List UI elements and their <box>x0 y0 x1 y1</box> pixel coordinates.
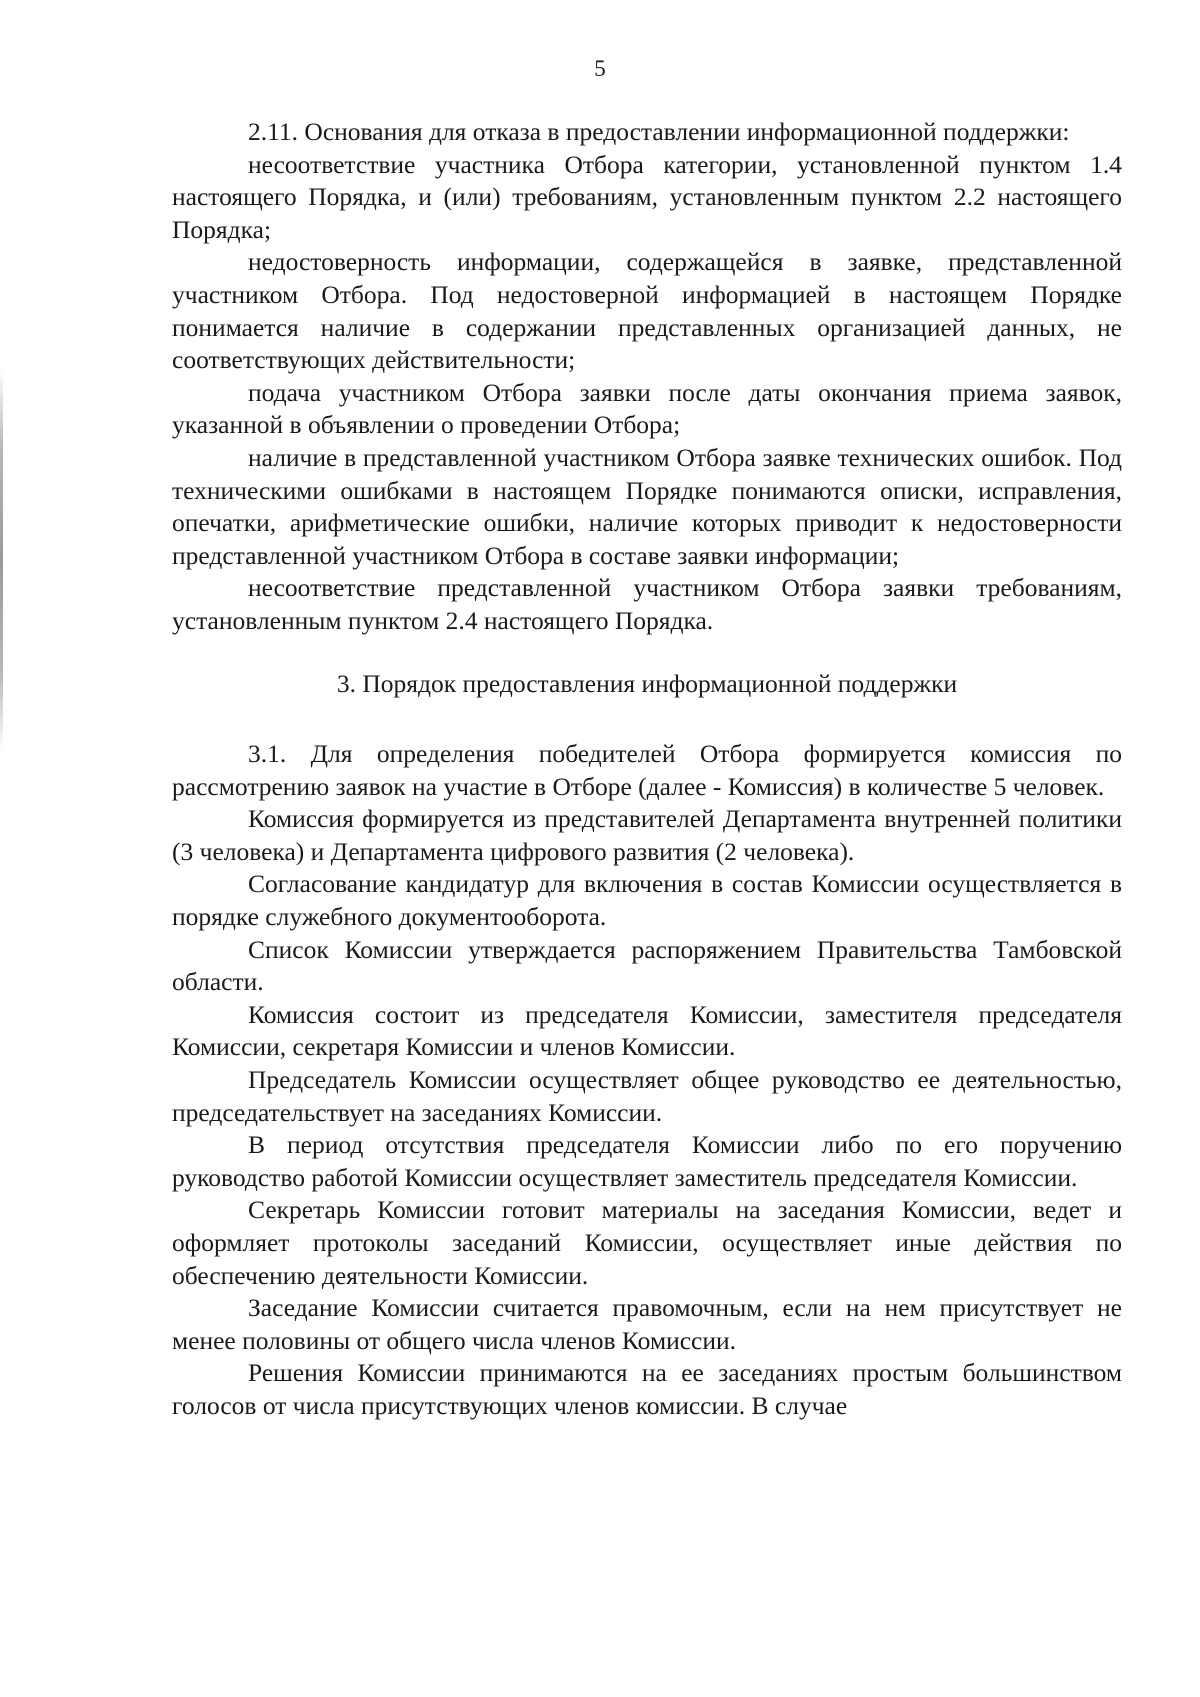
paragraph-3-1: 3.1. Для определения победителей Отбора формируется комиссия по рассмотрению заявок на участие в Отборе (далее - Комиссия) в количестве 5 человек. <box>172 739 1122 801</box>
paragraph-3: Секретарь Комиссии готовит материалы на заседания Комиссии, ведет и оформляет протоколы заседаний Комиссии, осуществляет иные действия по обеспечению деятельности Комиссии. <box>172 1195 1122 1290</box>
paragraph-3: Комиссия состоит из председателя Комиссии, заместителя председателя Комиссии, секретаря Комиссии и членов Комиссии. <box>172 999 1122 1062</box>
paragraph-3: Заседание Комиссии считается правомочным, если на нем присутствует не менее половины от общего числа членов Комиссии. <box>172 1293 1122 1355</box>
paragraph-3: Список Комиссии утверждается распоряжением Правительства Тамбовской области. <box>172 934 1122 997</box>
paragraph-2-11-item: наличие в представленной участником Отбора заявке технических ошибок. Под техническими ошибками в настоящем Порядке понимаются описки, исправления, опечатки, арифметические ошибки, наличие которых приводит к недостоверности представленной участником Отбора в составе заявки информации; <box>172 442 1122 570</box>
document-body <box>172 116 1122 1423</box>
paragraph-3: Комиссия формируется из представителей Департамента внутренней политики (3 человека) и Департамента цифрового развития (2 человека). <box>172 804 1122 866</box>
paragraph-2-11-item: несоответствие участника Отбора категории, установленной пунктом 1.4 настоящего Порядка, и (или) требованиям, установленным пунктом 2.2 настоящего Порядка; <box>172 149 1122 244</box>
paragraph-2-11-item: подача участником Отбора заявки после даты окончания приема заявок, указанной в объявлении о проведении Отбора; <box>172 377 1122 440</box>
paragraph-3: В период отсутствия председателя Комиссии либо по его поручению руководство работой Комиссии осуществляет заместитель председателя Комиссии. <box>172 1130 1122 1192</box>
scan-edge-shadow <box>0 370 3 750</box>
paragraph-2-11-item: несоответствие представленной участником Отбора заявки требованиям, установленным пунктом 2.4 настоящего Порядка. <box>172 573 1122 635</box>
paragraph-2-11-title: 2.11. Основания для отказа в предоставлении информационной поддержки: <box>248 117 1070 146</box>
paragraph-2-11-item: недостоверность информации, содержащейся в заявке, представленной участником Отбора. Под недостоверной информацией в настоящем Порядке понимается наличие в содержании представленных организацией данных, не соответствующих действительности; <box>172 247 1122 375</box>
paragraph-3: Председатель Комиссии осуществляет общее руководство ее деятельностью, председательствует на заседаниях Комиссии. <box>172 1065 1122 1127</box>
paragraph-3: Согласование кандидатур для включения в состав Комиссии осуществляется в порядке служебного документооборота. <box>172 869 1122 932</box>
section-3-heading: 3. Порядок предоставления информационной поддержки <box>336 668 958 698</box>
paragraph-3: Решения Комиссии принимаются на ее заседаниях простым большинством голосов от числа присутствующих членов комиссии. В случае <box>172 1358 1122 1420</box>
page-number: 5 <box>594 56 606 81</box>
